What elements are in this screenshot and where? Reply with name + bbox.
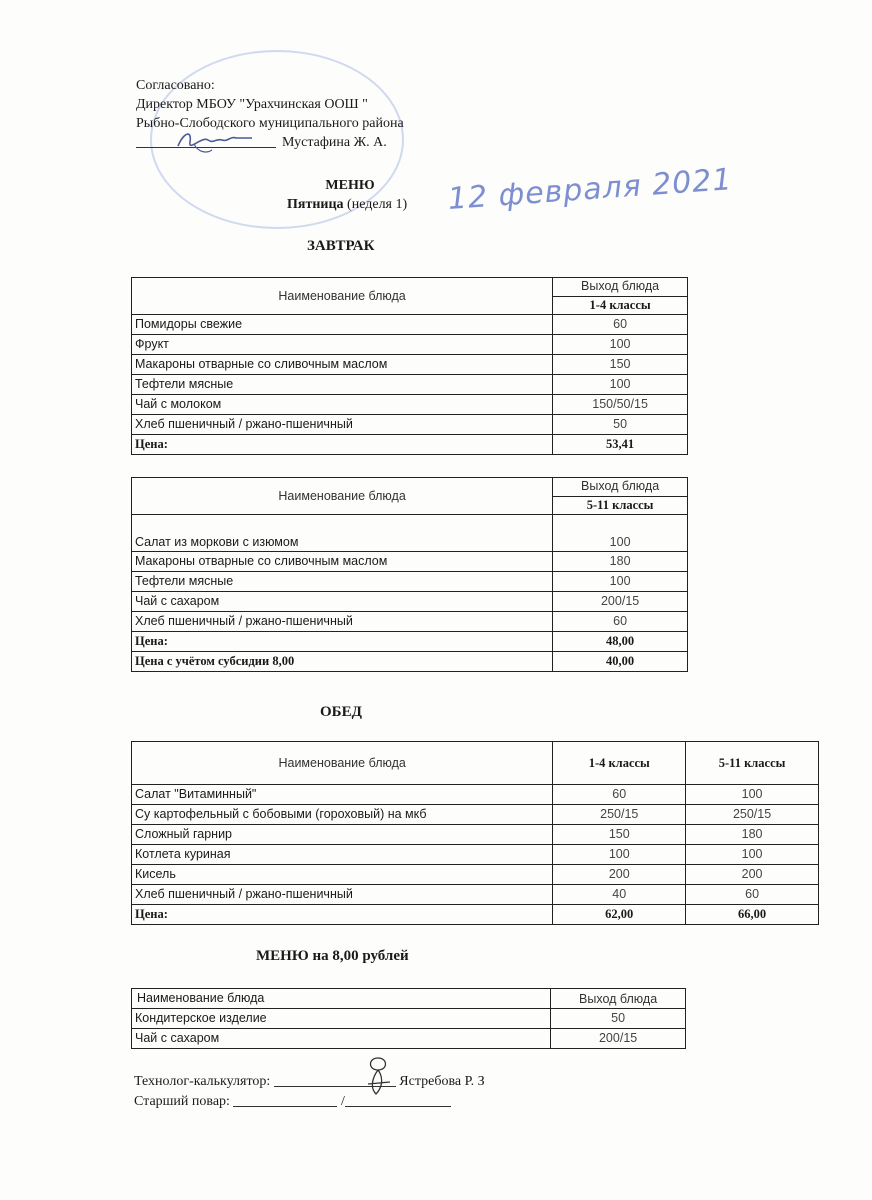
lunch-table [131, 741, 819, 925]
breakfast-table-5-11 [131, 477, 688, 672]
dish-name: Хлеб пшеничный / ржано-пшеничный [132, 612, 553, 632]
extra-menu-heading: МЕНЮ на 8,00 рублей [256, 948, 409, 964]
day-subtitle [287, 197, 407, 213]
dish-output: 200/15 [551, 1029, 686, 1049]
dish-output-a: 40 [553, 885, 686, 905]
dish-name: Хлеб пшеничный / ржано-пшеничный [132, 885, 553, 905]
dish-output-b: 180 [686, 825, 819, 845]
dish-output-a: 250/15 [553, 805, 686, 825]
table-row [132, 1009, 686, 1029]
dish-output-a: 150 [553, 825, 686, 845]
approval-line-1: Согласовано: [136, 78, 215, 93]
col-name-header: Наименование блюда [132, 989, 551, 1009]
col-name-header: Наименование блюда [132, 278, 553, 315]
dish-name: Тефтели мясные [132, 375, 553, 395]
table-row [132, 592, 688, 612]
dish-name: Котлета куриная [132, 845, 553, 865]
col-grade-header: 5-11 классы [553, 496, 688, 515]
dish-output-b: 100 [686, 845, 819, 865]
dish-name: Фрукт [132, 335, 553, 355]
dish-output: 150/50/15 [553, 395, 688, 415]
dish-output: 100 [553, 572, 688, 592]
dish-name: Чай с молоком [132, 395, 553, 415]
price-row [132, 905, 819, 925]
dish-output-a: 100 [553, 845, 686, 865]
dish-output-b: 250/15 [686, 805, 819, 825]
technologist-row [134, 1072, 485, 1092]
breakfast-heading: ЗАВТРАК [307, 238, 375, 254]
table-row [132, 845, 819, 865]
dish-output: 60 [553, 315, 688, 335]
table-row [132, 612, 688, 632]
dish-output-a: 200 [553, 865, 686, 885]
dish-name: Помидоры свежие [132, 315, 553, 335]
table-row [132, 315, 688, 335]
col-output-header: Выход блюда [551, 989, 686, 1009]
dish-name: Чай с сахаром [132, 592, 553, 612]
col-grade-header: 1-4 классы [553, 296, 688, 315]
dish-output: 100 [553, 515, 688, 552]
dish-output-b: 60 [686, 885, 819, 905]
table-row [132, 515, 688, 552]
footer-signatures [134, 1072, 485, 1112]
cook-label: Старший повар: [134, 1094, 230, 1109]
table-row [132, 552, 688, 572]
col-name-header: Наименование блюда [132, 478, 553, 515]
price-label: Цена: [132, 632, 553, 652]
dish-name: Су картофельный с бобовыми (гороховый) на мкб [132, 805, 553, 825]
table-row [132, 335, 688, 355]
technologist-name: Ястребова Р. З [399, 1074, 485, 1089]
dish-output: 100 [553, 335, 688, 355]
technologist-label: Технолог-калькулятор: [134, 1074, 271, 1089]
price-b: 66,00 [686, 905, 819, 925]
table-row [132, 885, 819, 905]
cook-row: Старший повар: / [134, 1092, 485, 1112]
dish-name: Тефтели мясные [132, 572, 553, 592]
price-label: Цена: [132, 905, 553, 925]
dish-output: 50 [551, 1009, 686, 1029]
cook-signature-line [233, 1092, 337, 1107]
dish-output-b: 200 [686, 865, 819, 885]
price-value: 53,41 [553, 435, 688, 455]
table-row [132, 865, 819, 885]
subsidy-price: 40,00 [553, 652, 688, 672]
dish-output: 200/15 [553, 592, 688, 612]
dish-name: Сложный гарнир [132, 825, 553, 845]
dish-name: Чай с сахаром [132, 1029, 551, 1049]
extra-menu-table [131, 988, 686, 1049]
dish-name: Макароны отварные со сливочным маслом [132, 552, 553, 572]
subsidy-label: Цена с учётом субсидии 8,00 [132, 652, 553, 672]
table-row [132, 415, 688, 435]
dish-output: 50 [553, 415, 688, 435]
page-title: МЕНЮ [325, 178, 375, 193]
table-row [132, 572, 688, 592]
approval-line-3: Рыбно-Слободского муниципального района [136, 116, 404, 131]
price-value: 48,00 [553, 632, 688, 652]
table-row [132, 1029, 686, 1049]
dish-output: 60 [553, 612, 688, 632]
dish-name: Салат "Витаминный" [132, 785, 553, 805]
dish-output: 150 [553, 355, 688, 375]
table-row [132, 375, 688, 395]
table-row [132, 825, 819, 845]
dish-name: Салат из моркови с изюмом [132, 515, 553, 552]
approval-signer: Мустафина Ж. А. [282, 135, 387, 150]
dish-name: Кондитерское изделие [132, 1009, 551, 1029]
table-row [132, 395, 688, 415]
table-row [132, 355, 688, 375]
price-row [132, 632, 688, 652]
dish-output: 100 [553, 375, 688, 395]
dish-output: 180 [553, 552, 688, 572]
price-label: Цена: [132, 435, 553, 455]
dish-name: Хлеб пшеничный / ржано-пшеничный [132, 415, 553, 435]
col-grade-a-header: 1-4 классы [553, 742, 686, 785]
dish-name: Кисель [132, 865, 553, 885]
technologist-signature [358, 1054, 398, 1098]
price-a: 62,00 [553, 905, 686, 925]
director-signature [172, 126, 262, 158]
col-name-header: Наименование блюда [132, 742, 553, 785]
breakfast-table-1-4 [131, 277, 688, 455]
table-row [132, 805, 819, 825]
handwritten-date: 12 февраля 2021 [446, 162, 734, 217]
dish-name: Макароны отварные со сливочным маслом [132, 355, 553, 375]
col-output-header: Выход блюда [553, 278, 688, 297]
table-row [132, 785, 819, 805]
dish-output-a: 60 [553, 785, 686, 805]
dish-output-b: 100 [686, 785, 819, 805]
day-name: Пятница [287, 197, 344, 212]
col-output-header: Выход блюда [553, 478, 688, 497]
subsidy-row [132, 652, 688, 672]
col-grade-b-header: 5-11 классы [686, 742, 819, 785]
lunch-heading: ОБЕД [320, 704, 362, 720]
price-row [132, 435, 688, 455]
week-number: (неделя 1) [347, 197, 408, 212]
approval-line-2: Директор МБОУ "Урахчинская ООШ " [136, 97, 368, 112]
